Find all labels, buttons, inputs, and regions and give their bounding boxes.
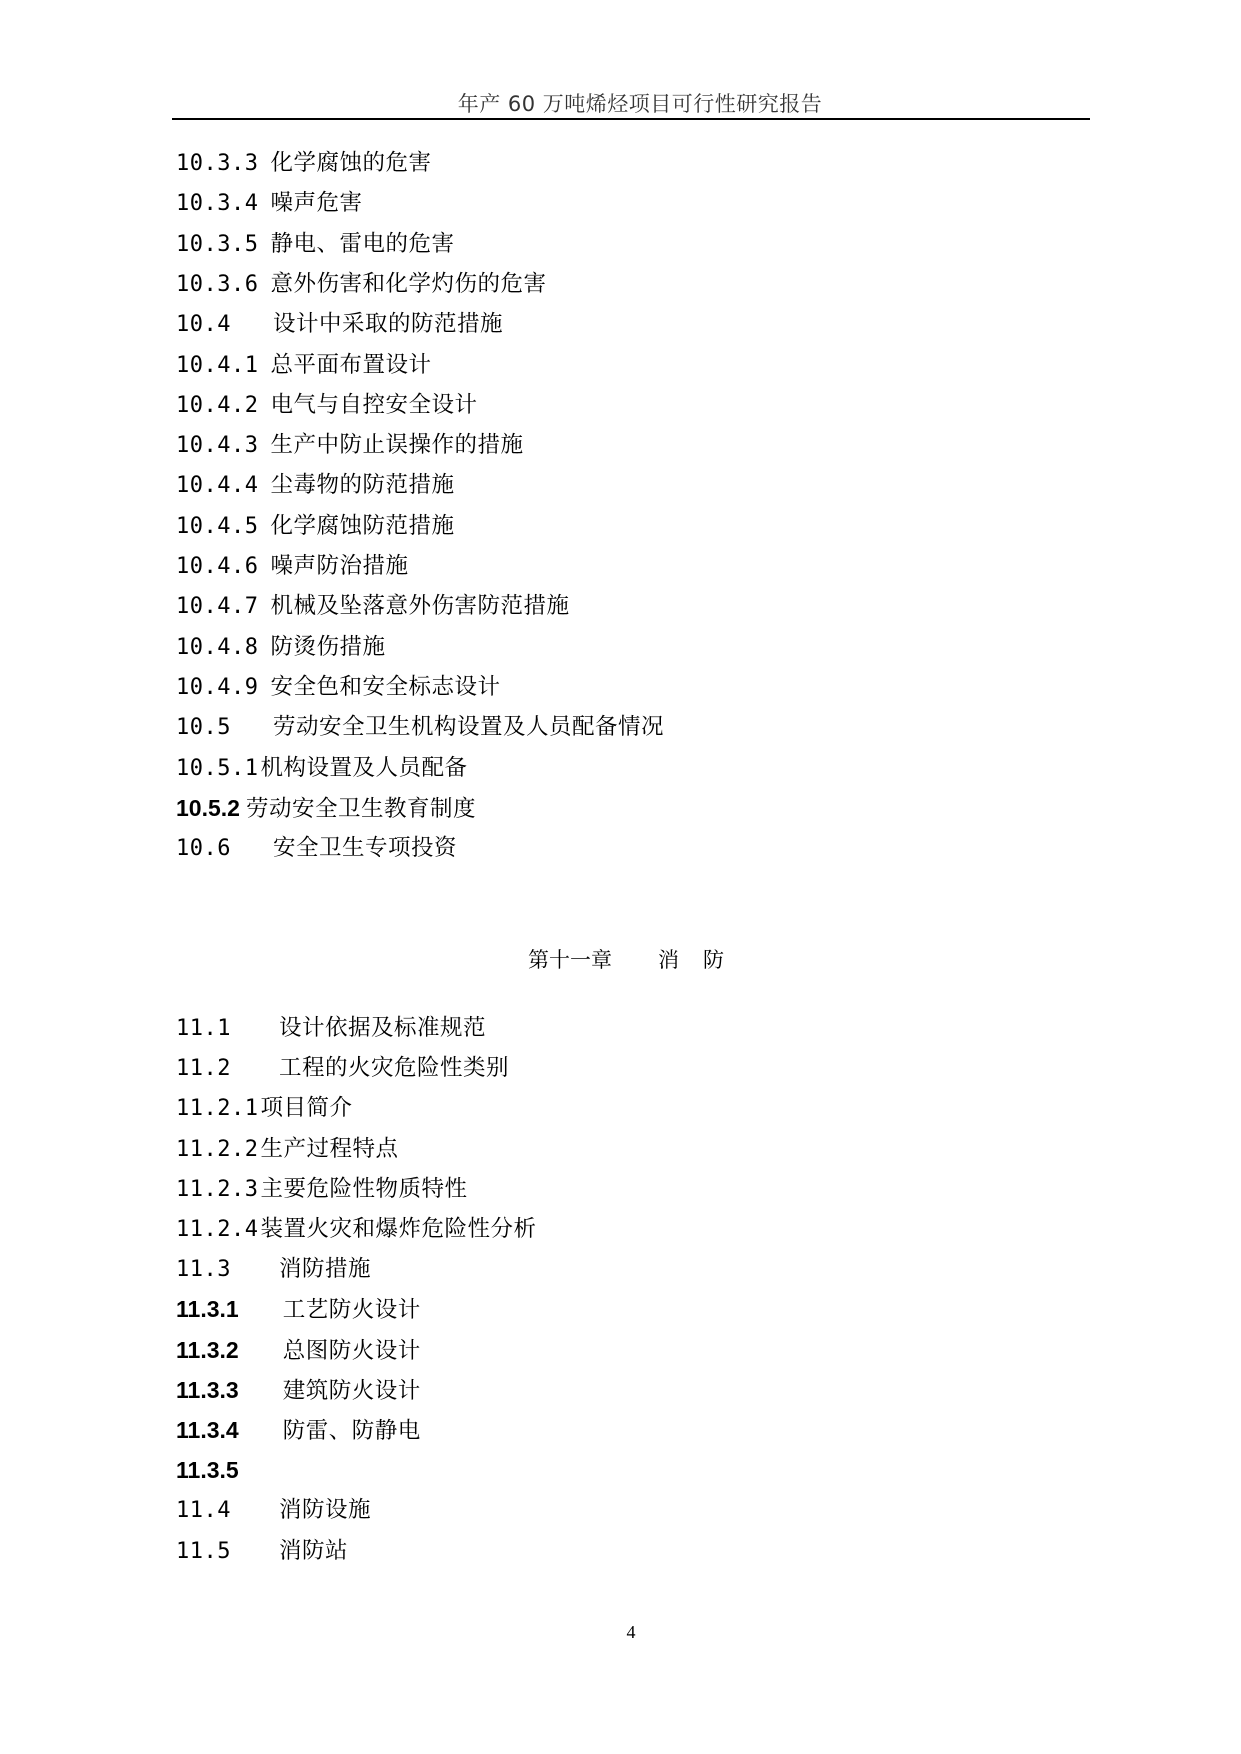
toc-entry-title: 化学腐蚀防范措施 [270, 512, 455, 539]
toc-entry [176, 1490, 371, 1530]
toc-entry [176, 1008, 486, 1048]
toc-entry-number: 11.3.1 [176, 1296, 239, 1323]
toc-entry [176, 1289, 421, 1329]
toc-entry-title: 化学腐蚀的危害 [270, 150, 432, 176]
toc-entry [176, 1249, 371, 1289]
toc-entry-number: 10.5.2 [176, 794, 240, 821]
toc-entry-number: 11.3.3 [176, 1376, 239, 1403]
toc-entry-title: 工艺防火设计 [282, 1297, 421, 1324]
toc-entry-title: 总图防火设计 [282, 1337, 421, 1364]
toc-entry-number: 11.3.5 [176, 1457, 239, 1484]
toc-entry-title: 安全色和安全标志设计 [270, 673, 501, 700]
toc-entry-title: 消防站 [278, 1537, 348, 1564]
toc-entry-title: 静电、雷电的危害 [270, 230, 455, 257]
toc-entry [176, 1330, 421, 1370]
toc-entry [176, 183, 363, 223]
toc-entry-title: 安全卫生专项投资 [272, 835, 457, 862]
toc-entry-title: 机械及坠落意外伤害防范措施 [270, 593, 570, 620]
toc-entry-number: 10.4.1 [176, 352, 259, 378]
toc-entry [176, 1410, 421, 1450]
toc-entry-number: 10.4.3 [176, 433, 259, 459]
toc-entry [176, 143, 432, 183]
toc-entry [176, 345, 432, 385]
toc-entry-title: 工程的火灾危险性类别 [278, 1055, 509, 1082]
toc-entry-number: 11.2 [176, 1056, 231, 1082]
toc-entry [176, 465, 455, 505]
toc-entry-number: 11.3.4 [176, 1417, 239, 1443]
toc-entry-number: 10.4.8 [176, 634, 259, 660]
toc-entry-title: 防烫伤措施 [270, 633, 386, 660]
header-rule [172, 118, 1090, 120]
toc-entry [176, 1209, 537, 1249]
toc-entry [176, 546, 409, 586]
toc-entry [176, 385, 478, 425]
toc-entry-title: 消防设施 [278, 1497, 371, 1524]
toc-entry-number: 11.4 [176, 1498, 231, 1524]
toc-entry-number: 10.4.5 [176, 513, 259, 539]
toc-entry-number: 10.3.5 [176, 231, 259, 257]
toc-entry-number: 10.4.6 [176, 554, 259, 579]
toc-entry-number: 11.3.2 [176, 1336, 239, 1363]
toc-entry [176, 506, 455, 546]
chapter-heading [0, 940, 1241, 980]
toc-entry-title: 噪声防治措施 [270, 553, 409, 579]
toc-entry-number: 10.3.4 [176, 191, 259, 217]
toc-entry-title: 主要危险性物质特性 [260, 1175, 468, 1202]
toc-entry-title: 劳动安全卫生教育制度 [245, 795, 476, 822]
toc-entry-title: 设计依据及标准规范 [278, 1015, 486, 1041]
toc-entry-title: 意外伤害和化学灼伤的危害 [270, 270, 547, 297]
toc-entry [176, 304, 503, 344]
toc-entry-number: 10.4.2 [176, 392, 259, 418]
toc-entry [176, 425, 524, 465]
toc-entry [176, 748, 468, 788]
toc-entry-title: 防雷、防静电 [282, 1418, 421, 1444]
toc-entry-title: 电气与自控安全设计 [270, 391, 478, 418]
toc-entry-title: 消防措施 [278, 1256, 371, 1283]
toc-entry-number: 10.6 [176, 836, 231, 862]
toc-entry-number: 11.5 [176, 1538, 231, 1564]
toc-entry [176, 1088, 353, 1128]
toc-entry-title: 总平面布置设计 [270, 351, 432, 378]
chapter-name: 消防 [658, 948, 748, 972]
toc-entry [176, 828, 457, 868]
toc-entry-number: 10.4 [176, 312, 231, 338]
running-header: 年产 60 万吨烯烃项目可行性研究报告 [457, 92, 823, 116]
toc-entry [176, 1048, 509, 1088]
toc-entry-number: 11.2.2 [176, 1136, 259, 1162]
toc-entry [176, 264, 547, 304]
toc-entry-title: 项目简介 [260, 1095, 353, 1122]
toc-entry-number: 11.1 [176, 1016, 231, 1041]
toc-entry-number: 10.3.3 [176, 151, 259, 176]
toc-entry [176, 1370, 421, 1410]
toc-entry [176, 224, 455, 264]
toc-entry [176, 1169, 468, 1209]
toc-entry [176, 1450, 239, 1490]
toc-entry [176, 1531, 348, 1571]
toc-entry-number: 10.5.1 [176, 755, 259, 781]
toc-entry-number: 11.2.3 [176, 1176, 259, 1202]
toc-entry-title: 劳动安全卫生机构设置及人员配备情况 [272, 714, 664, 741]
toc-entry-title: 尘毒物的防范措施 [270, 472, 455, 499]
toc-entry [176, 627, 386, 667]
toc-entry-title: 装置火灾和爆炸危险性分析 [260, 1216, 537, 1242]
toc-entry-title: 噪声危害 [270, 190, 363, 217]
toc-entry-title: 生产过程特点 [260, 1135, 399, 1162]
toc-entry-number: 10.4.9 [176, 674, 259, 700]
toc-entry-number: 10.4.4 [176, 473, 259, 499]
toc-entry-title: 生产中防止误操作的措施 [270, 432, 524, 459]
toc-entry-number: 11.3 [176, 1257, 231, 1283]
toc-entry-number: 10.3.6 [176, 271, 259, 297]
toc-entry-number: 10.5 [176, 715, 231, 741]
toc-entry-title: 设计中采取的防范措施 [272, 311, 503, 338]
toc-entry-number: 11.2.1 [176, 1096, 259, 1122]
toc-entry-number: 10.4.7 [176, 594, 259, 620]
toc-entry [176, 1129, 399, 1169]
page-number: 4 [626, 1622, 636, 1642]
toc-entry-title: 机构设置及人员配备 [260, 754, 468, 781]
toc-entry [176, 667, 501, 707]
chapter-number: 第十一章 [528, 948, 612, 972]
toc-entry [176, 788, 476, 828]
toc-entry-number: 11.2.4 [176, 1217, 259, 1242]
toc-entry [176, 586, 570, 626]
toc-entry [176, 707, 664, 747]
toc-entry-title: 建筑防火设计 [282, 1377, 421, 1404]
